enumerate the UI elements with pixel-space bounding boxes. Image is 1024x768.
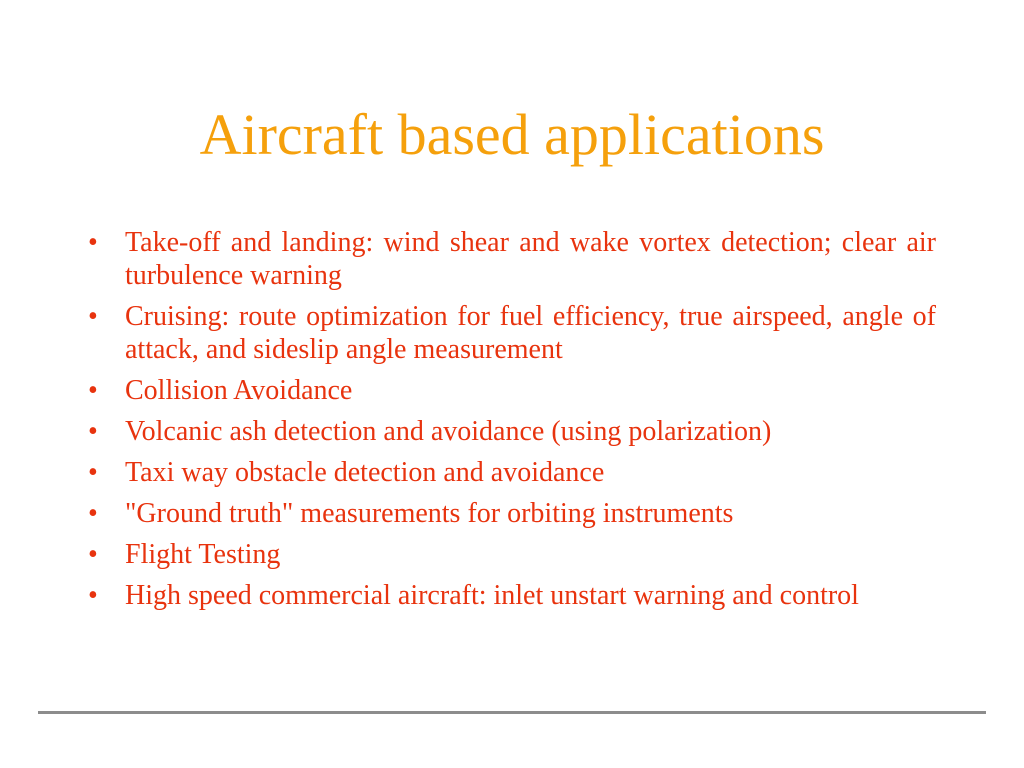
bullet-icon: • — [88, 375, 98, 406]
bullet-text: Cruising: route optimization for fuel efficiency, true airspeed, angle of attack, and sideslip angle measurement — [125, 301, 936, 365]
bullet-text: Taxi way obstacle detection and avoidance — [125, 457, 605, 488]
bullet-item — [88, 415, 936, 448]
bullet-item — [88, 538, 936, 571]
bullet-icon: • — [88, 539, 98, 570]
bullet-icon: • — [88, 580, 98, 611]
bullet-text: Take-off and landing: wind shear and wake vortex detection; clear air turbulence warning — [125, 227, 936, 291]
bullet-icon: • — [88, 301, 98, 332]
bullet-icon: • — [88, 457, 98, 488]
bullet-icon: • — [88, 227, 98, 258]
bullet-icon: • — [88, 416, 98, 447]
slide-title: Aircraft based applications — [199, 102, 825, 167]
bullet-text: Collision Avoidance — [125, 375, 353, 406]
bullet-icon: • — [88, 498, 98, 529]
bullet-text: High speed commercial aircraft: inlet unstart warning and control — [125, 580, 859, 611]
bullet-text: Flight Testing — [125, 539, 281, 570]
bullet-item — [88, 579, 936, 612]
bullet-item — [88, 300, 936, 366]
bullet-item — [88, 456, 936, 489]
bullet-item — [88, 497, 936, 530]
bullet-text: "Ground truth" measurements for orbiting instruments — [125, 498, 734, 529]
bullet-text: Volcanic ash detection and avoidance (using polarization) — [125, 416, 772, 447]
bullet-item — [88, 226, 936, 292]
footer-divider — [38, 711, 986, 714]
bullet-list — [88, 226, 936, 620]
bullet-item — [88, 374, 936, 407]
